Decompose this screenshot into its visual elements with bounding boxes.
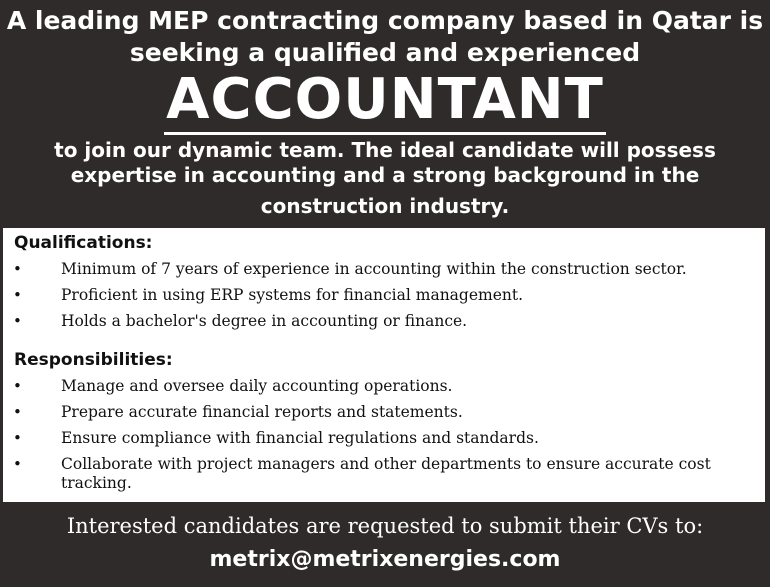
qualification-text: Holds a bachelor's degree in accounting or finance. [61, 312, 468, 330]
application-instructions: Interested candidates are requested to submit their CVs to: [66, 514, 704, 538]
responsibilities-heading: Responsibilities: [14, 350, 173, 370]
responsibility-text: Ensure compliance with financial regulations and standards. [61, 429, 539, 447]
qualifications-heading: Qualifications: [14, 233, 153, 253]
bullet-icon: • [13, 260, 22, 278]
list-item [3, 286, 765, 305]
job-title-text: ACCOUNTANT [164, 67, 606, 135]
intro-line-3: construction industry. [260, 194, 510, 218]
contact-email[interactable]: metrix@metrixenergies.com [209, 547, 561, 572]
responsibilities-list [3, 377, 765, 500]
bullet-icon: • [13, 377, 22, 395]
requirements-panel [3, 228, 765, 502]
responsibility-text: Collaborate with project managers and other departments to ensure accurate cost tracking. [61, 455, 711, 492]
responsibility-text: Manage and oversee daily accounting operations. [61, 377, 453, 395]
list-item [3, 260, 765, 279]
bullet-icon: • [13, 403, 22, 421]
headline-line-1: A leading MEP contracting company based in Qatar is [6, 6, 764, 35]
qualification-text: Minimum of 7 years of experience in accounting within the construction sector. [61, 260, 687, 278]
bullet-icon: • [13, 455, 22, 473]
headline-line-2: seeking a qualified and experienced [129, 38, 641, 67]
list-item [3, 455, 765, 493]
bullet-icon: • [13, 429, 22, 447]
responsibility-text: Prepare accurate financial reports and statements. [61, 403, 463, 421]
list-item [3, 312, 765, 331]
job-title [0, 68, 770, 132]
job-ad-header [0, 0, 770, 228]
intro-line-1: to join our dynamic team. The ideal candidate will possess [54, 138, 716, 162]
bullet-icon: • [13, 286, 22, 304]
intro-line-2: expertise in accounting and a strong background in the [70, 163, 700, 187]
bullet-icon: • [13, 312, 22, 330]
list-item [3, 429, 765, 448]
qualification-text: Proficient in using ERP systems for financial management. [61, 286, 524, 304]
qualifications-list [3, 260, 765, 338]
list-item [3, 377, 765, 396]
list-item [3, 403, 765, 422]
